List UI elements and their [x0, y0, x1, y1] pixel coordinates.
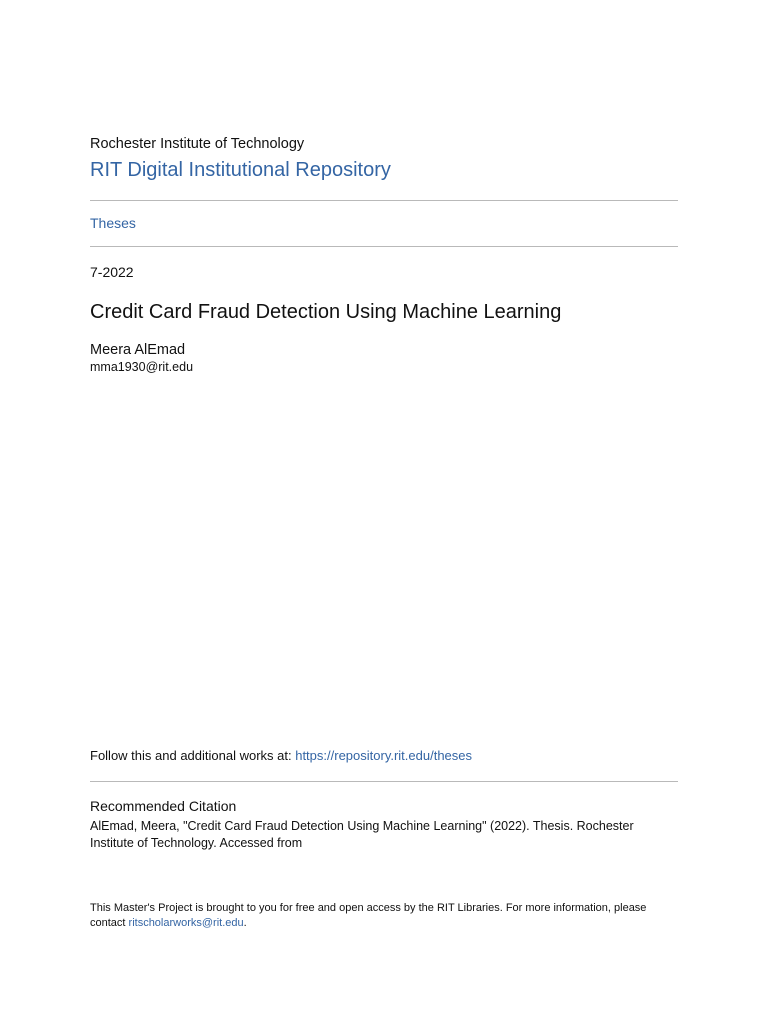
publication-date: 7-2022 — [90, 264, 134, 280]
contact-email-link[interactable]: ritscholarworks@rit.edu — [128, 917, 244, 929]
author-name: Meera AlEmad — [90, 342, 186, 358]
access-suffix: . — [243, 917, 247, 929]
access-text: This Master's Project is brought to you for free and open access by the RIT Libraries. For more information, please contact — [90, 902, 647, 929]
divider — [90, 200, 678, 201]
divider — [90, 246, 678, 247]
citation-text: AlEmad, Meera, "Credit Card Fraud Detection Using Machine Learning" (2022). Thesis. Rochester Institute of Technology. Accessed from — [90, 819, 634, 850]
follow-link[interactable]: https://repository.rit.edu/theses — [295, 748, 473, 763]
citation-heading: Recommended Citation — [90, 798, 237, 814]
follow-prefix: Follow this and additional works at: — [90, 748, 296, 763]
access-statement — [90, 901, 678, 931]
institution-name: Rochester Institute of Technology — [90, 136, 305, 152]
author-email: mma1930@rit.edu — [90, 360, 194, 374]
document-title: Credit Card Fraud Detection Using Machine Learning — [90, 301, 562, 323]
follow-line — [90, 747, 678, 764]
repository-link[interactable]: RIT Digital Institutional Repository — [90, 159, 391, 181]
divider — [90, 781, 678, 782]
collection-link[interactable]: Theses — [90, 215, 136, 231]
